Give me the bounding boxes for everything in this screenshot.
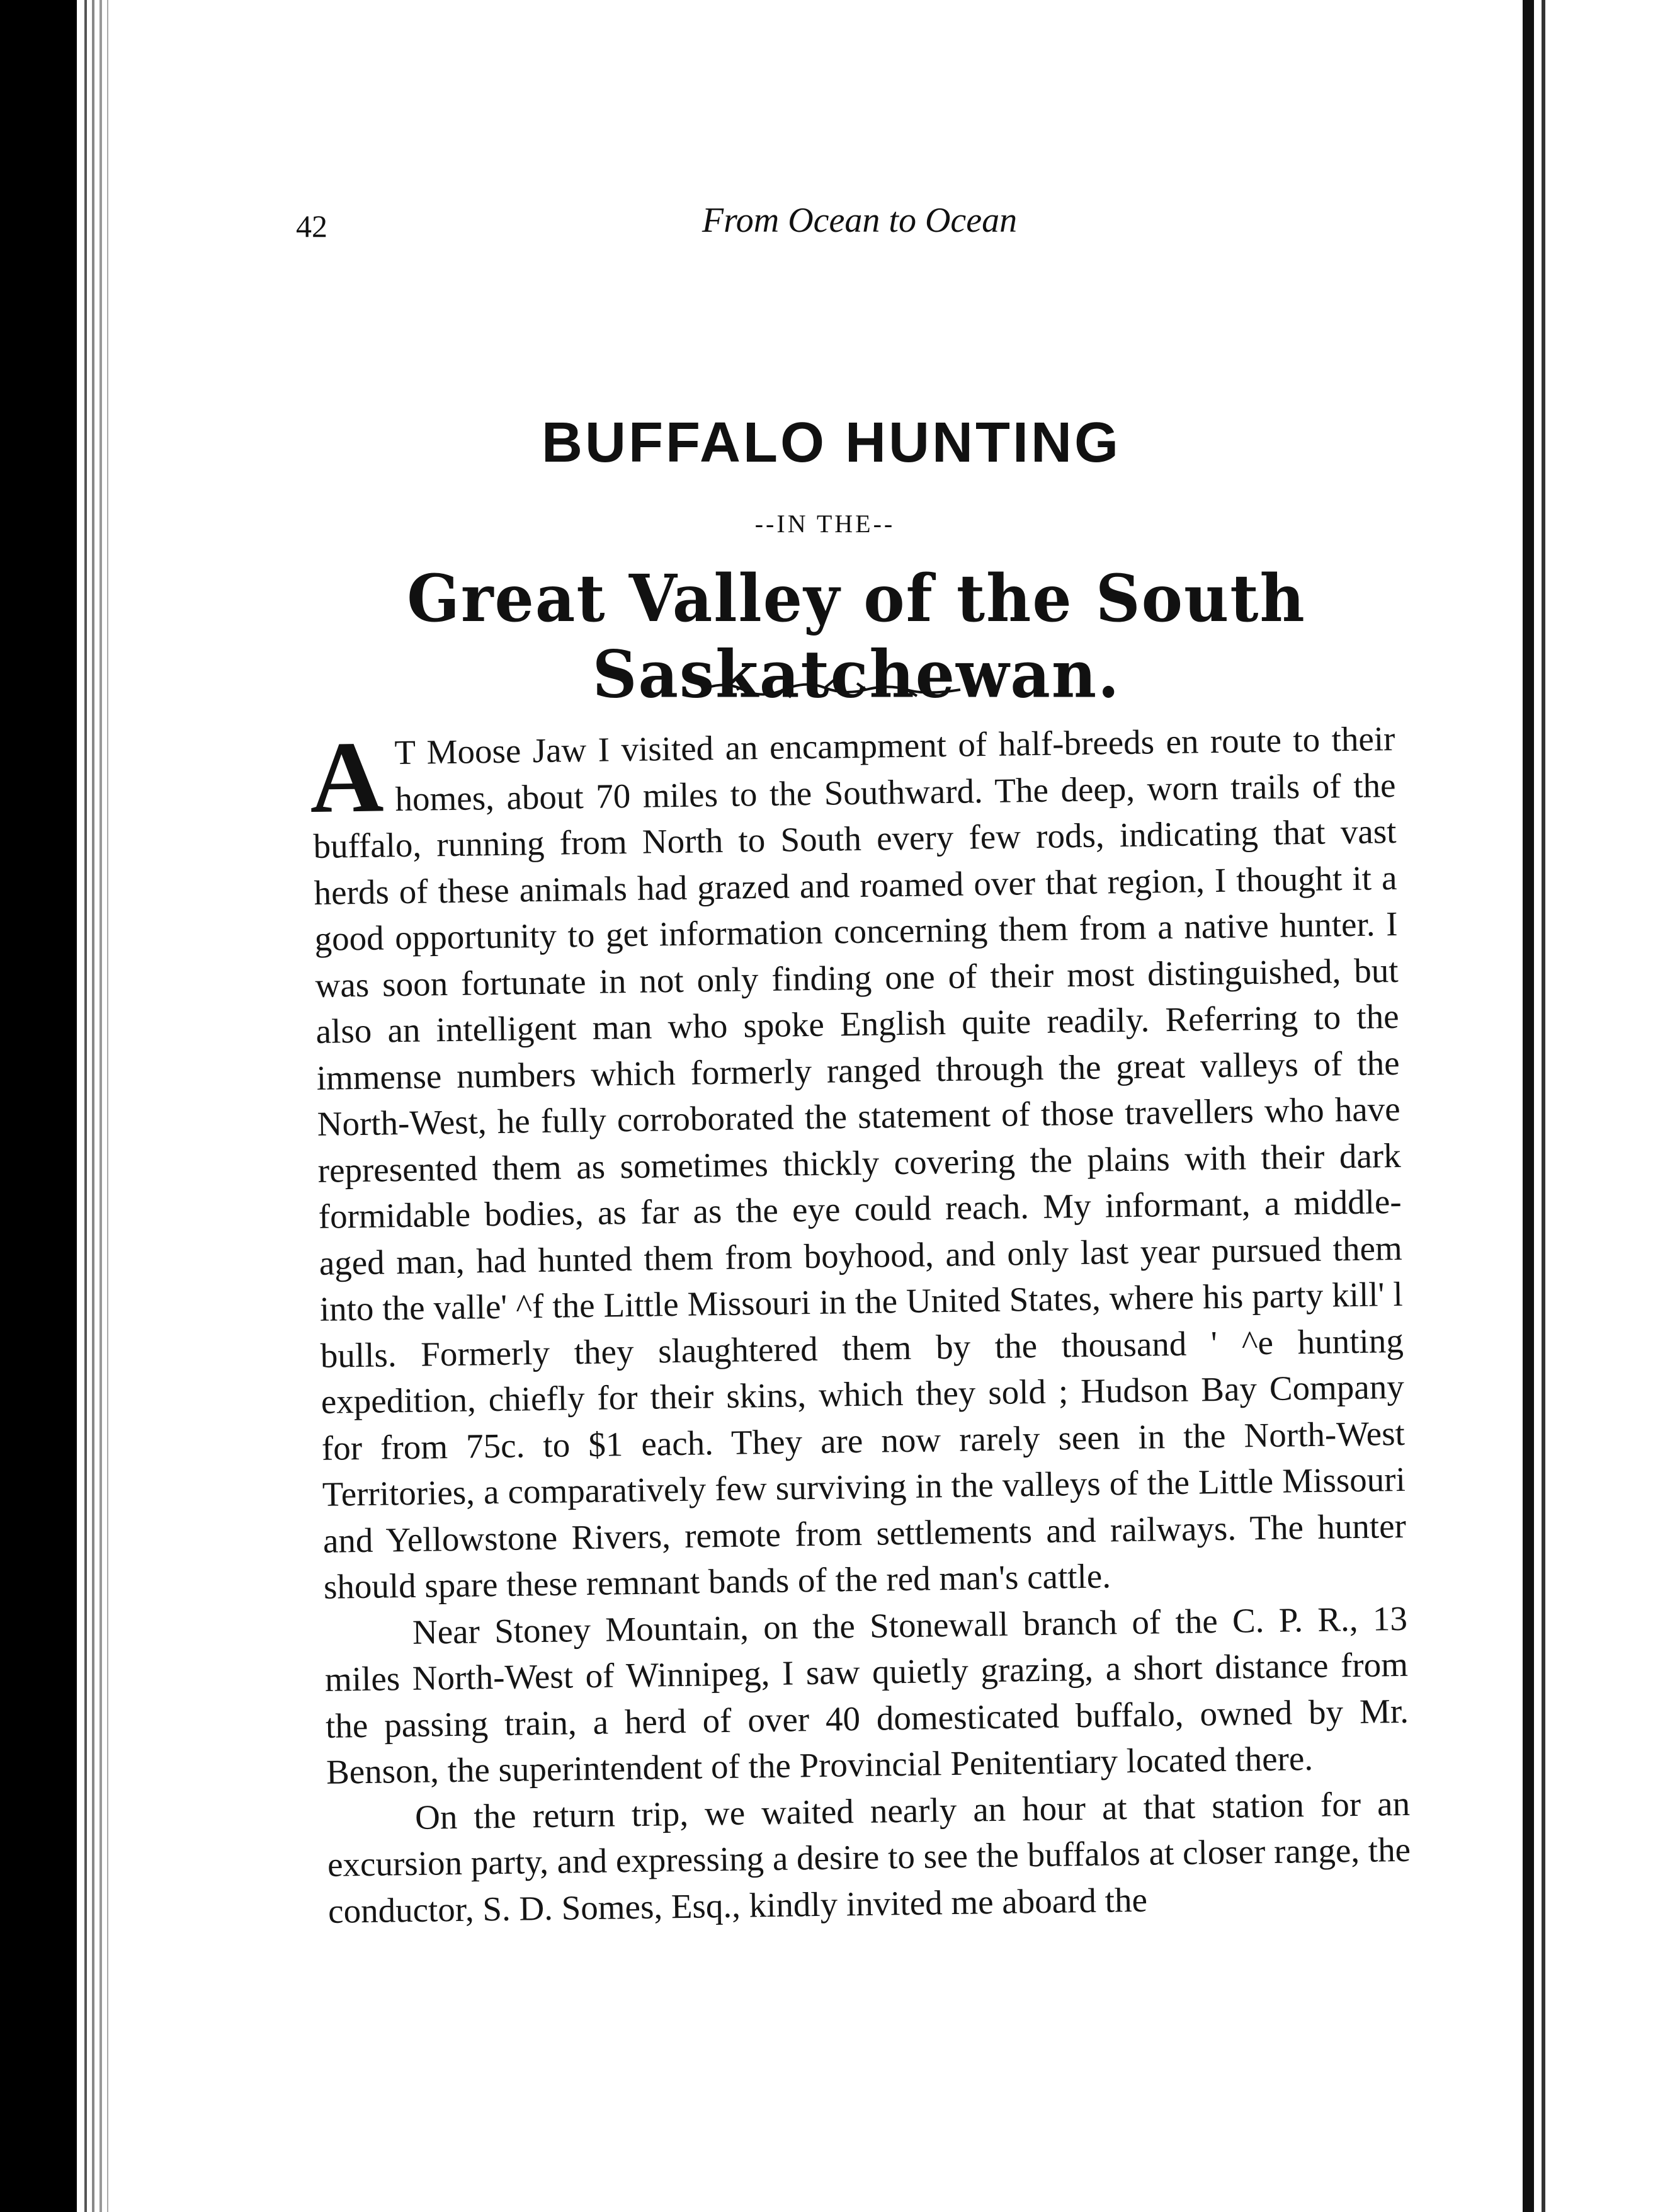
binding-edge [107,0,108,2212]
article-body [309,715,1412,1934]
running-title: From Ocean to Ocean [702,201,1018,240]
paragraph: Near Stoney Mountain, on the Stonewall branch of the C. P. R., 13 miles North-West of Winnipeg, I saw quietly grazing, a short distance from the passing train, a herd of over 40 domesticated buffalo, owned by Mr. Benson, the superintendent of the Provincial Penitentiary located there. [324,1599,1409,1791]
ornamental-divider-icon [699,674,963,705]
paragraph: On the return trip, we waited nearly an hour at that station for an excursion party, and expressing a desire to see the buffalos at closer range, the conductor, S. D. Somes, Esq., kindly invited me aboard the [327,1784,1411,1930]
binding-edge [84,0,87,2212]
adjacent-page-edge [1514,0,1670,2212]
article-place-heading: Great Valley of the South Saskatchewan. [407,561,1306,713]
paragraph-text: T Moose Jaw I visited an encampment of half-breeds en route to their homes, about 70 miles to the Southward. The deep, worn trails of the buffalo, running from North to South every few rods, indicating that vast herds of these animals had grazed and roamed over that region, I thought it a good opportunity to get information concerning them from a native hunter. I was soon fortunate in not only finding one of their most distinguished, but also an intelligent man who spoke English quite readily. Referring to the immense numbers which formerly ranged through the great valleys of the North-West, he fully corroborated the statement of those travellers who have represented them as sometimes thickly covering the plains with their dark formidable bodies, as far as the eye could reach. My informant, a middle-aged man, had hunted them from boyhood, and only last year pursued them into the valle' ^f the Little Missouri in the United States, where his party kill' l bulls. Formerly they slaughtered them by the thousand ' ^e hunting expedition, chiefly for their skins, which they sold ; Hudson Bay Company for from 75c. to $1 each. They are now rarely seen in the North-West Territories, a comparatively few surviving in the valleys of the Little Missouri and Yellowstone Rivers, remote from settlements and railways. The hunter should spare these remnant bands of the red man's cattle. [313,719,1407,1606]
drop-cap: A [309,721,385,835]
page-header [296,200,1417,257]
page-number: 42 [296,208,327,244]
page-border [1523,0,1534,2212]
article-title: BUFFALO HUNTING [542,411,1121,474]
binding-edge [99,0,102,2212]
article-subtitle: --IN THE-- [754,510,895,538]
paragraph [309,715,1407,1610]
binding-edge [92,0,94,2212]
page-border [1542,0,1545,2212]
